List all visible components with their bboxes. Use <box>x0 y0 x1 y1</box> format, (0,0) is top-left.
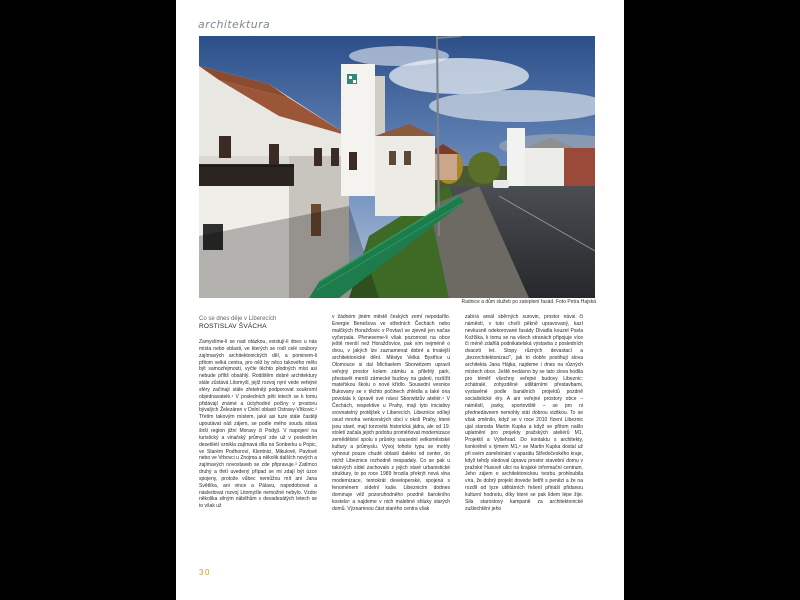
town-hall-photo <box>199 36 595 298</box>
article-column-2: v žádném jiném městě českých zemí nepodařilo. Energie Benešova ve středních Čechách nebo malčkých Horažďovic v Povtaví se zjevně jen načas vyčerpala. Přeneseme-li však pozornost na obce ještě menší než Horažďovice, pak vím nejméně o dvou, v jakých lze zaznamenat dobré a trvalejší architektonické dění. Městys Velká Bystřice u Olomouce si dal Michaelem Sborwitzem upravit veřejný prostor kolem zámku a přilehlý park, přestavět menší zámecké budovy na galerii, rozšířit mateřskou školu o nové křídlo. Sousední vesnice Bukovany se v těchto počinech zhlédla a také ona povolala k úpravě své návsi Sborwitzův ateliér.⁴ V Čechách, respektive u Prahy, mají tyto iniciativy srovnatelný protějšek v Liberecích. Libeznice sdílejí osud mnoha venkovských obcí v okolí Prahy, které jsou staré, mají torzovitá historická jádra, ale od 19. století začala jejich podobu proměňovat modernizace zemědělství spolu s průniky sousední velkoměstské kultury a průmyslu. Vývoj tohoto typu se mohly vyhnout pouze chudé oblasti daleko od center, do nichž Libeznice rozhodně nespadaly. Co se pak u takových sídel zachovalo z jejich staré urbanistické struktury, to po roce 1989 hrozila překrýt nová vlna modernizace, tentokrát developerské, spojená s fenoménem sídelní kaše. Libeznicím dodnes dominuje věž pozoruhodného pozdně barokního kostela⁵ a najdeme v nich malebné shluky starých domů. Významnou část starého centra však <box>332 314 450 512</box>
article-author: ROSTISLAV ŠVÁCHA <box>199 323 267 330</box>
article-column-1: Zamyslíme-li se nad otázkou, existují-li dnes u nás místa nebo oblasti, ve kterých se rodí celé soubory zajímavých architektonických děl, a pominem-li přitom velká centra, pro něž by něco takového mělo být samozřejmostí, vyčte těchto plodných míst asi nebude příliš obsáhlý. Rodištěm dobré architektury stále zůstává Litomyšl, jejíž rozvoj nyní vede veřejné sféry začínají stále zřetelněji podporovat soukromí objednavatelé.¹ V posledních pěti letech se k tomu přidávají známé a úctyhodné počiny v prostoru bývalých Železáren v Dolní oblasti Ostravy-Vítkovic.² Třetím takovým místem, jaké asi tuze stále častěji upoutávat náš zájem, se podle mého soudu stává širší region jižní Moravy či Podyjí. V napojení na turistický a vinařský průmysl zde už v posledním desetiletí vznikla zajímavá díla na Sonberku u Popic, ve Starém Podhoroví, Klentnici, Mikulově, Pavlově nebo ve Vrbovci u Znojma a několik dalších nových a zajímavých novostaveb se zde připravuje.³ Zatímco druhý a třetí uvedený případ se mi zdají být úzce spojeny, protože vůbec nemůžou mít ani Jana Světlíka, ani vince a Pálavu, napodobovat a následovat rozvoj Litomyšle nemožné nebylo. Vzdor několika silným náběhům v devadesátých letech se to však už <box>199 339 317 510</box>
magazine-page <box>176 0 624 600</box>
section-label: architektura <box>198 18 271 31</box>
page-number: 30 <box>199 568 211 577</box>
photo-caption: Radnice a dům služeb po zateplení fasád. Foto Petra Hajská <box>461 299 596 305</box>
article-lead: Co se dnes děje v Liberecích <box>199 316 277 322</box>
article-photo <box>199 36 595 298</box>
article-column-3: zabírá areál sběrných surovin, prostor návsi či náměstí, v tuto chvíli pěkně upravovaný, kazí nevkusně odekorované fasády Divadla kouzel Pavla Kožíška, k tomu se na všech stranách připojuje více či méně zdařilá podnikatelská výstavba z posledních dvaceti let. Stopy různých devastací a „dezorchitektonizací“, jak to dobře postihují slova architekta Jana Hájka, najdeme i dnes na různých místech obce. Ještě nedávno by se tato slova hodila pro téměř všechny veřejné budovy Libeznic: zchátralé, zohyzděné utilitárními přestavbami, vystavěné podle banálních projektů pozdně socialistické éry. A ani veřejné prostory obce – náměstí, parky, sportoviště – se pro ni přednedávnem nemohly stát dobrou vizitkou. To se však změnilo, když se v roce 2010 řízení Libeznic ujal starosta Martin Kupka a když se přitom našlo uplatnění pro projekty pražských ateliérů M1, Projektil a Výšehrad. Do kontaktu s architekty, konkrétně s týmem M1,⁶ se Martin Kupka dostal už při svém zaměstnání v aparátu Středočeského kraje, když tehdy sledoval úpravu prostor stavební domu v pražské Husově ulici na krajské informační centrum. Jeho zájem o architektonickou tvorbu prohloubila víra, že dobrý projekt dovede šetřit s penězi a že na rozdíl od tyze utilitárních řešení přináší přidanou kulturní hodnotu, díky které se pak lidem lépe žije. Sila starostovy kampaně za architektonické zušlechtění jeho <box>465 314 583 512</box>
